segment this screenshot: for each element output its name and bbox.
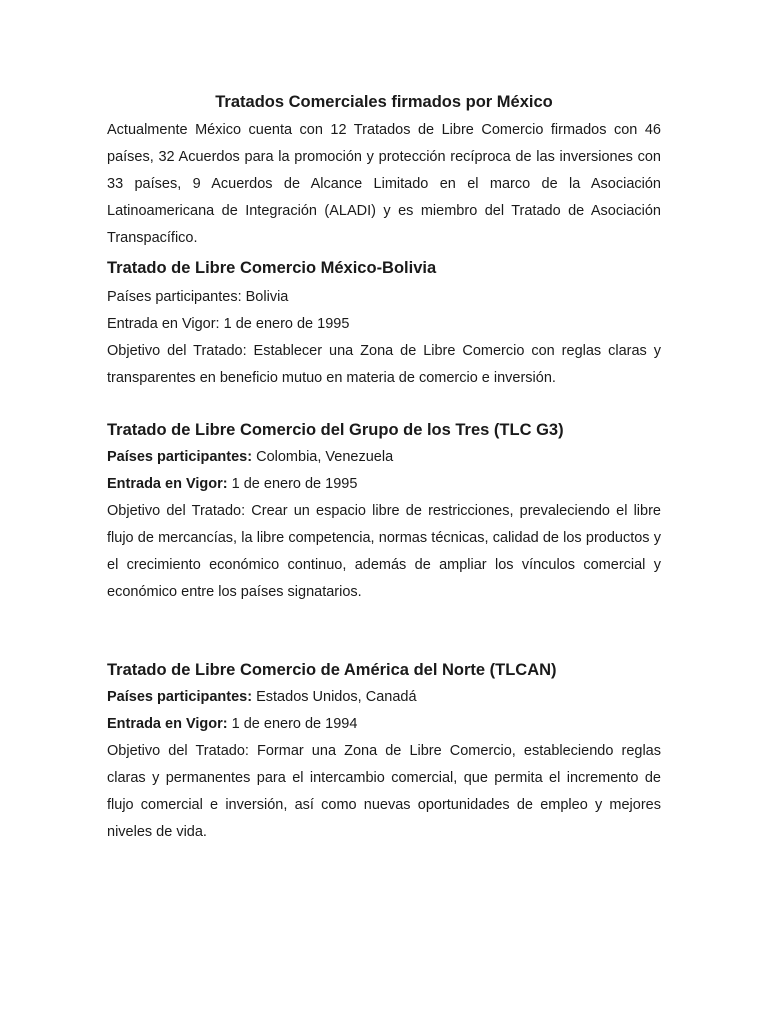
countries-label: Países participantes: <box>107 449 253 465</box>
vigor-value: 1 de enero de 1995 <box>223 316 350 332</box>
vigor-line <box>107 711 661 738</box>
section-heading: Tratado de Libre Comercio de América del Norte (TLCAN) <box>107 661 557 679</box>
section-heading: Tratado de Libre Comercio México-Bolivia <box>107 259 437 277</box>
section-mexico-bolivia <box>107 256 661 392</box>
objective-paragraph: Objetivo del Tratado: Formar una Zona de Libre Comercio, estableciendo reglas claras y permanentes para el intercambio comercial, que permita el incremento de flujo comercial e inversión, así como nuevas oportunidades de empleo y mejores niveles de vida. <box>107 743 661 840</box>
vigor-line <box>107 471 661 498</box>
countries-value: Estados Unidos, Canadá <box>256 689 417 705</box>
vigor-label: Entrada en Vigor: <box>107 316 220 332</box>
vigor-value: 1 de enero de 1995 <box>231 476 358 492</box>
objective-paragraph: Objetivo del Tratado: Crear un espacio libre de restricciones, prevaleciendo el libre flujo de mercancías, la libre competencia, normas técnicas, calidad de los productos y el crecimiento económico continuo, además de ampliar los vínculos comercial y económico entre los países signatarios. <box>107 503 661 600</box>
page-title: Tratados Comerciales firmados por México <box>215 93 553 111</box>
countries-value: Colombia, Venezuela <box>256 449 394 465</box>
vigor-label: Entrada en Vigor: <box>107 716 228 732</box>
vigor-value: 1 de enero de 1994 <box>231 716 358 732</box>
section-tlcan <box>107 658 661 846</box>
vigor-label: Entrada en Vigor: <box>107 476 228 492</box>
countries-line <box>107 684 661 711</box>
intro-paragraph: Actualmente México cuenta con 12 Tratados de Libre Comercio firmados con 46 países, 32 Acuerdos para la promoción y protección recíproca de las inversiones con 33 países, 9 Acuerdos de Alcance Limitado en el marco de la Asociación Latinoamericana de Integración (ALADI) y es miembro del Tratado de Asociación Transpacífico. <box>107 122 661 246</box>
countries-line <box>107 284 661 311</box>
document-page <box>107 90 661 846</box>
countries-label: Países participantes: <box>107 689 253 705</box>
objective-paragraph: Objetivo del Tratado: Establecer una Zona de Libre Comercio con reglas claras y transparentes en beneficio mutuo en materia de comercio e inversión. <box>107 343 661 386</box>
section-grupo-de-los-tres <box>107 418 661 606</box>
countries-label: Países participantes: <box>107 289 242 305</box>
vigor-line <box>107 311 661 338</box>
countries-line <box>107 444 661 471</box>
countries-value: Bolivia <box>245 289 289 305</box>
section-heading: Tratado de Libre Comercio del Grupo de los Tres (TLC G3) <box>107 421 564 439</box>
